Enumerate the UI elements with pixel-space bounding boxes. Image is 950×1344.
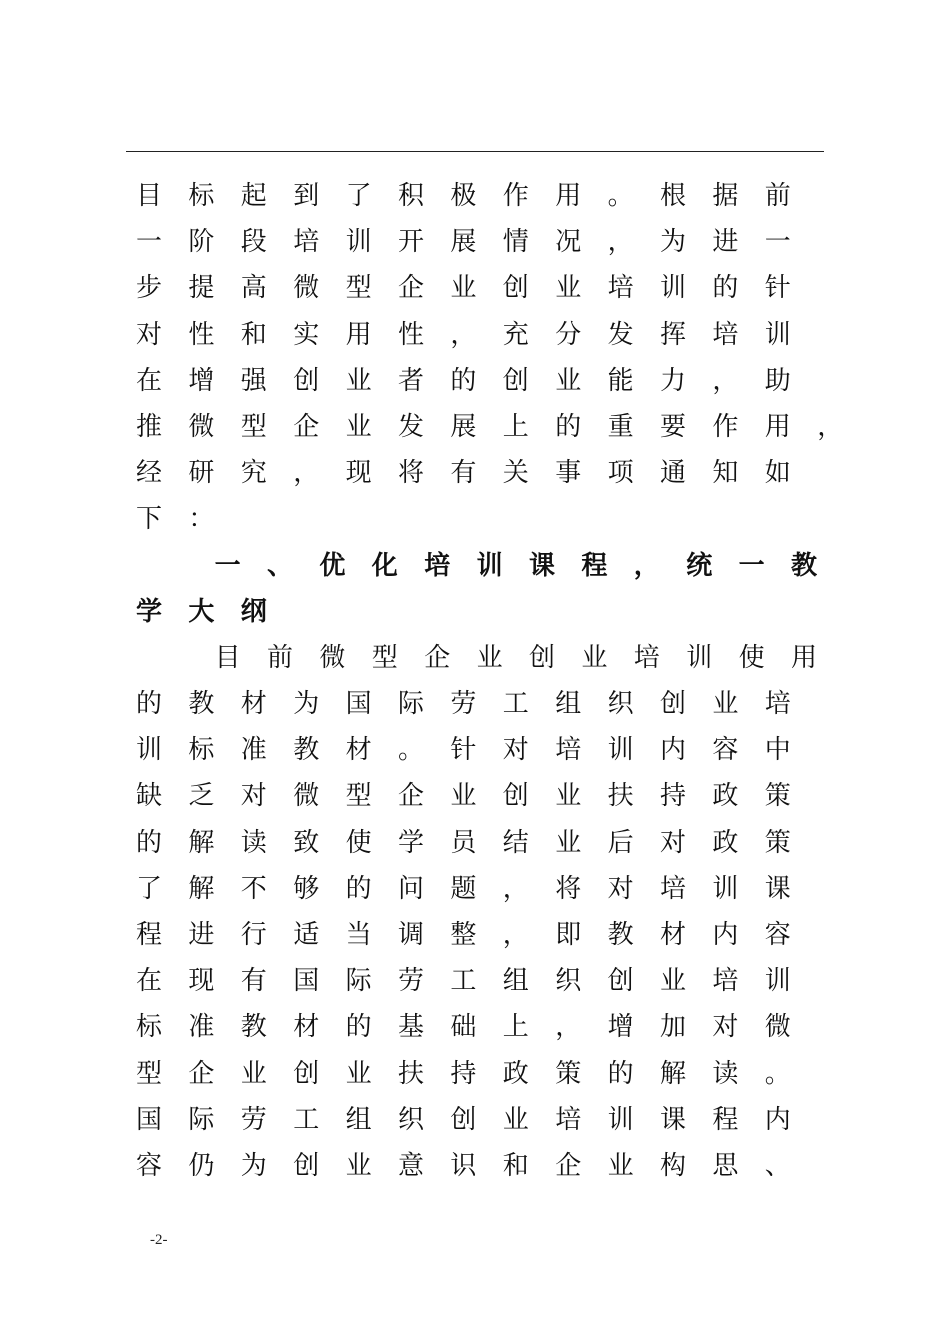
body-line: 在 增 强 创 业 者 的 创 业 能 力 ， 助 [136,365,791,396]
body-line: 在 现 有 国 际 劳 工 组 织 创 业 培 训 [136,966,791,997]
body-line: 缺 乏 对 微 型 企 业 创 业 扶 持 政 策 [136,781,791,812]
body-line: 目 前 微 型 企 业 创 业 培 训 使 用 [214,642,818,673]
body-line: 推 微 型 企 业 发 展 上 的 重 要 作 用 ， [136,411,844,442]
body-line: 目 标 起 到 了 积 极 作 用 。 根 据 前 [136,181,791,211]
body-line: 了 解 不 够 的 问 题 ， 将 对 培 训 课 [136,873,791,904]
body-line: 训 标 准 教 材 。 针 对 培 训 内 容 中 [136,735,791,766]
body-line: 经 研 究 ， 现 将 有 关 事 项 通 知 如 [136,458,791,489]
body-line: 下 ： [136,504,215,535]
body-line: 国 际 劳 工 组 织 创 业 培 训 课 程 内 [136,1104,791,1135]
section-heading-line: 学 大 纲 [136,596,267,627]
body-line: 标 准 教 材 的 基 础 上 ， 增 加 对 微 [136,1012,791,1043]
body-text [136,173,844,1189]
header-rule [126,151,824,152]
body-line: 步 提 高 微 型 企 业 创 业 培 训 的 针 [136,273,791,304]
body-line: 对 性 和 实 用 性 ， 充 分 发 挥 培 训 [136,319,791,350]
body-line: 的 解 读 致 使 学 员 结 业 后 对 政 策 [136,827,791,858]
body-line: 型 企 业 创 业 扶 持 政 策 的 解 读 。 [136,1058,791,1089]
body-line: 一 阶 段 培 训 开 展 情 况 ， 为 进 一 [136,227,791,258]
section-heading-line: 一 、 优 化 培 训 课 程 ， 统 一 教 [214,550,818,581]
body-line: 的 教 材 为 国 际 劳 工 组 织 创 业 培 [136,689,791,720]
page-number: -2- [150,1232,168,1248]
body-line: 容 仍 为 创 业 意 识 和 企 业 构 思 、 [136,1150,791,1181]
body-line: 程 进 行 适 当 调 整 ， 即 教 材 内 容 [136,920,791,950]
